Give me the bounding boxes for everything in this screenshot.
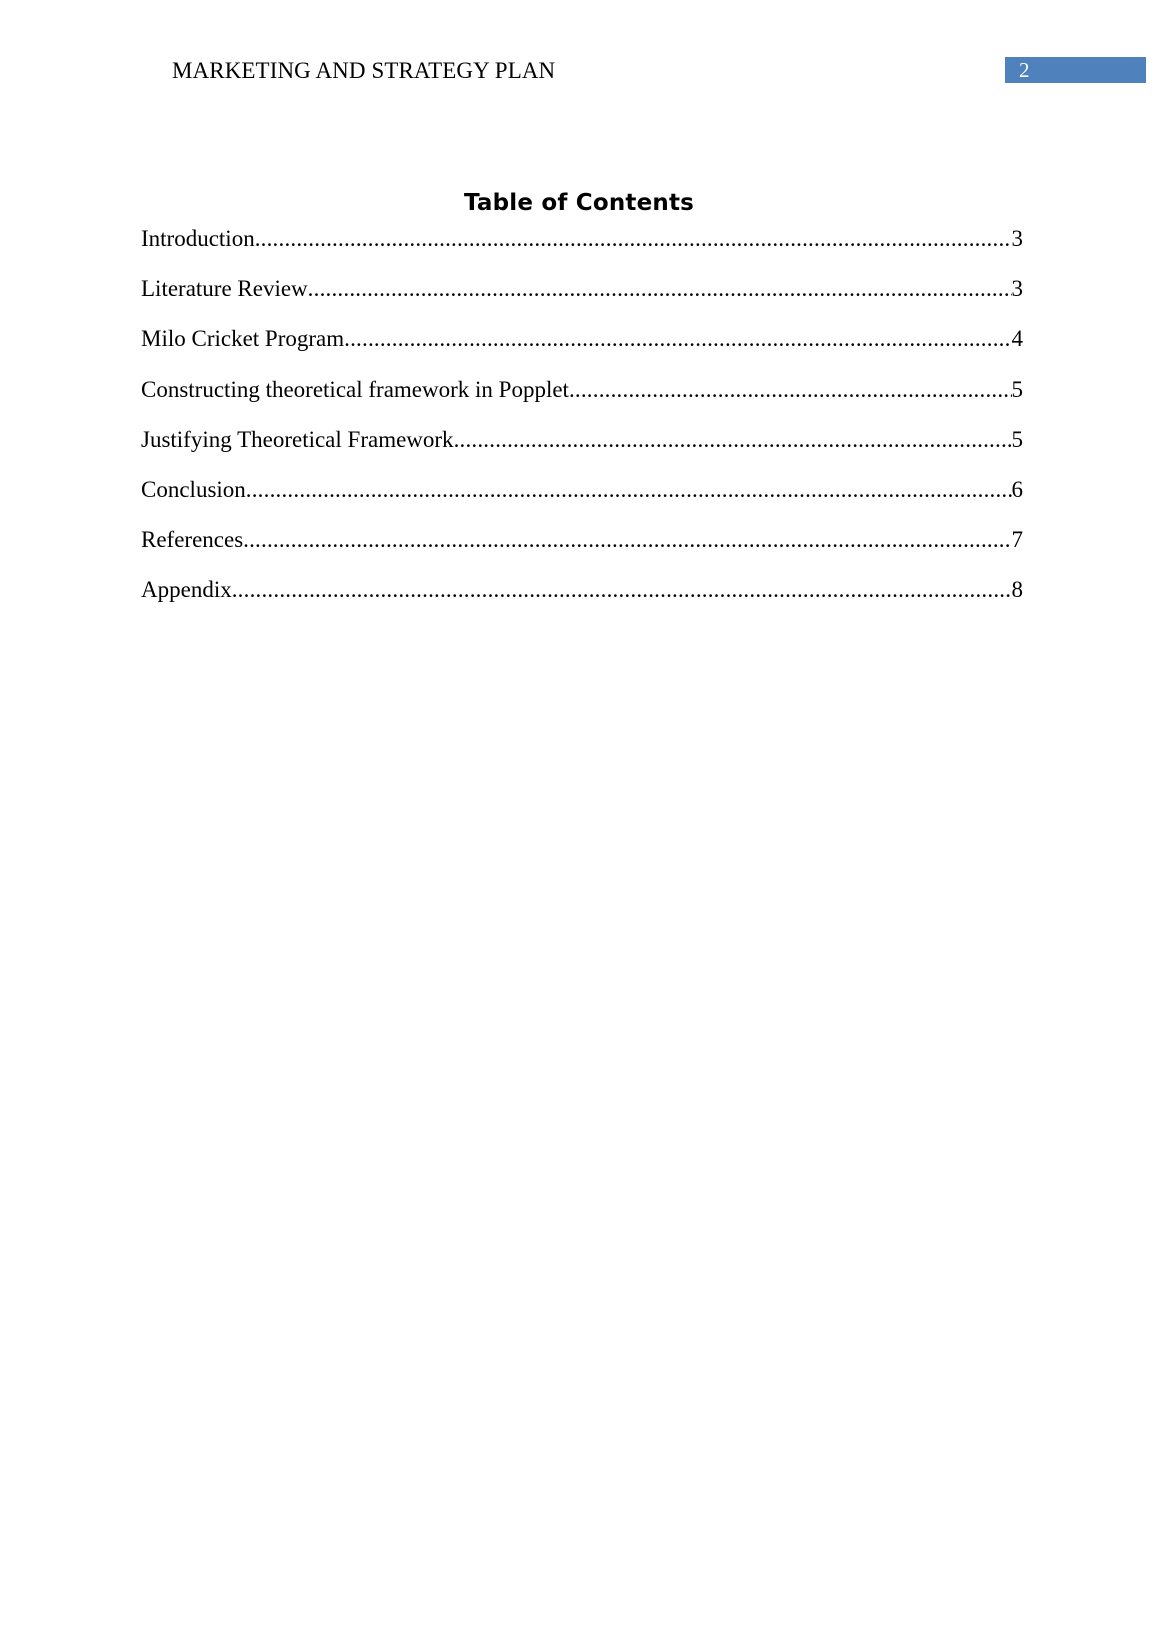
- toc-entry-page: 3: [1011, 226, 1023, 251]
- toc-dot-leader: [246, 474, 1012, 505]
- table-of-contents: [141, 223, 1023, 625]
- toc-entry-justifying-framework[interactable]: [141, 424, 1023, 474]
- toc-entry-page: 6: [1011, 476, 1023, 502]
- toc-entry-conclusion[interactable]: [141, 474, 1023, 524]
- toc-dot-leader: [243, 524, 1011, 555]
- toc-entry-page: 5: [1011, 426, 1023, 452]
- toc-heading: Table of Contents: [463, 190, 695, 216]
- running-header-title: MARKETING AND STRATEGY PLAN: [172, 58, 556, 83]
- toc-dot-leader: [232, 574, 1012, 605]
- toc-dot-leader: [255, 223, 1012, 254]
- toc-entry-label: References: [141, 527, 244, 553]
- toc-entry-label: Introduction: [141, 226, 255, 251]
- toc-entry-label: Conclusion: [141, 476, 246, 502]
- toc-dot-leader: [344, 323, 1011, 354]
- toc-entry-page: 8: [1011, 577, 1023, 603]
- toc-entry-constructing-framework[interactable]: [141, 374, 1023, 424]
- toc-entry-label: Appendix: [141, 577, 232, 603]
- toc-dot-leader: [308, 273, 1012, 304]
- toc-entry-introduction[interactable]: [141, 223, 1023, 273]
- toc-dot-leader: [569, 374, 1012, 405]
- toc-entry-page: 3: [1011, 276, 1023, 302]
- toc-dot-leader: [454, 424, 1012, 455]
- toc-entry-label: Milo Cricket Program: [141, 326, 345, 352]
- toc-entry-page: 4: [1011, 326, 1023, 352]
- toc-entry-label: Literature Review: [141, 276, 308, 302]
- page-number-badge: 2: [1005, 57, 1146, 83]
- toc-entry-literature-review[interactable]: [141, 273, 1023, 323]
- toc-entry-appendix[interactable]: [141, 574, 1023, 624]
- toc-entry-references[interactable]: [141, 524, 1023, 574]
- toc-entry-milo-cricket-program[interactable]: [141, 323, 1023, 373]
- toc-entry-page: 5: [1011, 376, 1023, 402]
- toc-entry-label: Justifying Theoretical Framework: [141, 426, 454, 452]
- toc-entry-page: 7: [1011, 527, 1023, 553]
- toc-entry-label: Constructing theoretical framework in Popplet: [141, 376, 569, 402]
